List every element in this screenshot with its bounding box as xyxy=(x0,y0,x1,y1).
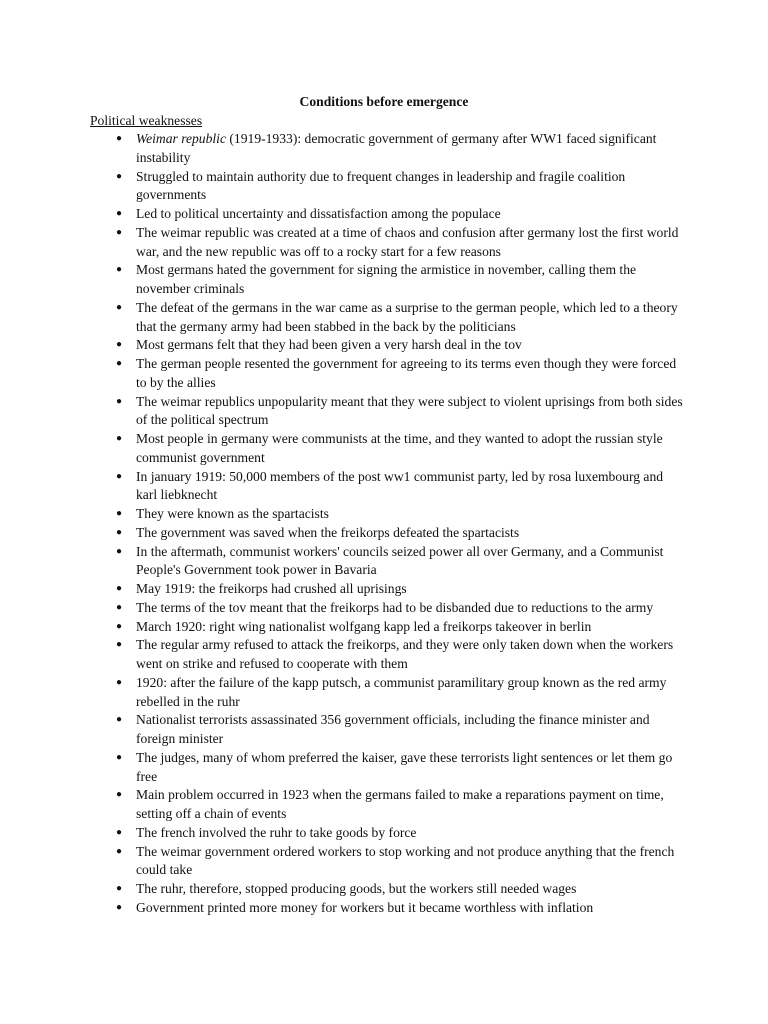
bullet-text xyxy=(136,261,686,299)
bullet-text xyxy=(136,336,686,355)
bullet-body: Government printed more money for workers but it became worthless with inflation xyxy=(136,899,594,915)
bullet-icon: ● xyxy=(115,395,123,407)
list-item xyxy=(0,636,686,674)
bullet-text xyxy=(136,711,686,749)
bullet-text xyxy=(136,543,686,581)
bullet-body: Struggled to maintain authority due to frequent changes in leadership and fragile coalition governments xyxy=(136,168,626,203)
bullet-text xyxy=(136,168,686,206)
bullet-text xyxy=(136,524,686,543)
bullet-body: Nationalist terrorists assassinated 356 government officials, including the finance minister and foreign minister xyxy=(136,712,650,746)
bullet-icon: ● xyxy=(115,208,123,219)
bullet-icon: ● xyxy=(115,601,123,613)
bullet-body: The regular army refused to attack the freikorps, and they were only taken down when the workers went on strike and refused to cooperate with them xyxy=(136,637,674,671)
list-item xyxy=(0,543,686,581)
bullet-body: The french involved the ruhr to take goods by force xyxy=(136,824,417,840)
list-item xyxy=(0,393,686,431)
list-item xyxy=(0,824,686,843)
bullet-text xyxy=(136,580,686,599)
bullet-text xyxy=(136,430,686,468)
bullet-icon: ● xyxy=(115,620,123,632)
bullet-icon: ● xyxy=(115,526,123,538)
bullet-icon: ● xyxy=(115,508,123,519)
bullet-icon: ● xyxy=(115,639,123,651)
bullet-icon: ● xyxy=(115,470,123,482)
bullet-icon: ● xyxy=(115,751,123,763)
list-item xyxy=(0,899,686,918)
bullet-body: March 1920: right wing nationalist wolfgang kapp led a freikorps takeover in berlin xyxy=(136,618,592,634)
bullet-text xyxy=(136,749,686,787)
bullet-body: The weimar republics unpopularity meant that they were subject to violent uprisings from both sides of the political spectrum xyxy=(136,393,683,428)
bullet-text xyxy=(136,636,686,674)
bullet-icon: ● xyxy=(115,226,123,238)
list-item xyxy=(0,618,686,637)
bullet-body: The weimar government ordered workers to stop working and not produce anything that the french could take xyxy=(136,843,675,878)
list-item xyxy=(0,505,686,524)
bullet-icon: ● xyxy=(115,901,123,913)
list-item xyxy=(0,430,686,468)
list-item xyxy=(0,299,686,337)
bullet-italic-lead: Weimar republic xyxy=(136,131,226,146)
bullet-text xyxy=(136,224,686,262)
bullet-list xyxy=(0,130,768,918)
bullet-icon: ● xyxy=(115,301,123,313)
list-item xyxy=(0,205,686,224)
bullet-icon: ● xyxy=(115,883,123,894)
bullet-text xyxy=(136,880,686,899)
bullet-text xyxy=(136,130,686,168)
list-item xyxy=(0,674,686,712)
bullet-icon: ● xyxy=(115,545,123,557)
bullet-icon: ● xyxy=(115,358,123,369)
bullet-icon: ● xyxy=(115,170,123,182)
bullet-body: Led to political uncertainty and dissatisfaction among the populace xyxy=(136,206,501,221)
bullet-body: Most people in germany were communists at the time, and they wanted to adopt the russian style communist government xyxy=(136,431,663,465)
list-item xyxy=(0,580,686,599)
bullet-body: They were known as the spartacists xyxy=(136,506,329,521)
bullet-text xyxy=(136,505,686,524)
bullet-body: The government was saved when the freikorps defeated the spartacists xyxy=(136,524,520,540)
bullet-body: The ruhr, therefore, stopped producing goods, but the workers still needed wages xyxy=(136,881,577,896)
bullet-body: Most germans hated the government for signing the armistice in november, calling them the november criminals xyxy=(136,262,637,296)
bullet-icon: ● xyxy=(115,826,123,838)
bullet-text xyxy=(136,355,686,393)
bullet-text xyxy=(136,618,686,637)
list-item xyxy=(0,468,686,506)
section-heading: Political weaknesses xyxy=(90,113,203,128)
bullet-body: In the aftermath, communist workers' councils seized power all over Germany, and a Communist People's Government took power in Bavaria xyxy=(136,543,664,578)
bullet-icon: ● xyxy=(115,845,123,857)
bullet-body: The terms of the tov meant that the freikorps had to be disbanded due to reductions to the army xyxy=(136,599,654,615)
bullet-text xyxy=(136,674,686,712)
bullet-text xyxy=(136,824,686,843)
list-item xyxy=(0,224,686,262)
list-item xyxy=(0,261,686,299)
list-item xyxy=(0,355,686,393)
bullet-body: Most germans felt that they had been given a very harsh deal in the tov xyxy=(136,337,522,353)
bullet-text xyxy=(136,843,686,881)
bullet-text xyxy=(136,205,686,224)
bullet-icon: ● xyxy=(115,339,123,351)
bullet-body: The defeat of the germans in the war came as a surprise to the german people, which led to a theory that the germany army had been stabbed in the back by the politicians xyxy=(136,299,678,334)
list-item xyxy=(0,168,686,206)
list-item xyxy=(0,130,686,168)
bullet-text xyxy=(136,786,686,824)
bullet-text xyxy=(136,599,686,618)
bullet-icon: ● xyxy=(115,789,123,801)
bullet-icon: ● xyxy=(115,714,123,726)
bullet-body: (1919-1933): democratic government of germany after WW1 faced significant instability xyxy=(136,131,657,165)
bullet-text xyxy=(136,899,686,918)
bullet-icon: ● xyxy=(115,676,123,688)
list-item xyxy=(0,843,686,881)
bullet-icon: ● xyxy=(115,264,123,276)
list-item xyxy=(0,880,686,899)
bullet-icon: ● xyxy=(115,433,123,444)
bullet-body: May 1919: the freikorps had crushed all uprisings xyxy=(136,581,407,596)
bullet-body: The judges, many of whom preferred the kaiser, gave these terrorists light sentences or let them go free xyxy=(136,749,673,784)
bullet-text xyxy=(136,468,686,506)
list-item xyxy=(0,336,686,355)
bullet-text xyxy=(136,299,686,337)
bullet-body: The german people resented the government for agreeing to its terms even though they were forced to by the allies xyxy=(136,356,677,390)
list-item xyxy=(0,786,686,824)
bullet-icon: ● xyxy=(115,583,123,594)
bullet-body: 1920: after the failure of the kapp putsch, a communist paramilitary group known as the red army rebelled in the ruhr xyxy=(136,674,667,709)
list-item xyxy=(0,711,686,749)
bullet-body: The weimar republic was created at a time of chaos and confusion after germany lost the first world war, and the new republic was off to a rocky start for a few reasons xyxy=(136,224,679,259)
list-item xyxy=(0,524,686,543)
bullet-icon: ● xyxy=(115,133,123,144)
document-title: Conditions before emergence xyxy=(299,94,469,109)
list-item xyxy=(0,749,686,787)
bullet-text xyxy=(136,393,686,431)
bullet-body: Main problem occurred in 1923 when the germans failed to make a reparations payment on time, setting off a chain of events xyxy=(136,787,664,821)
bullet-body: In january 1919: 50,000 members of the post ww1 communist party, led by rosa luxembourg and karl liebknecht xyxy=(136,468,664,503)
list-item xyxy=(0,599,686,618)
